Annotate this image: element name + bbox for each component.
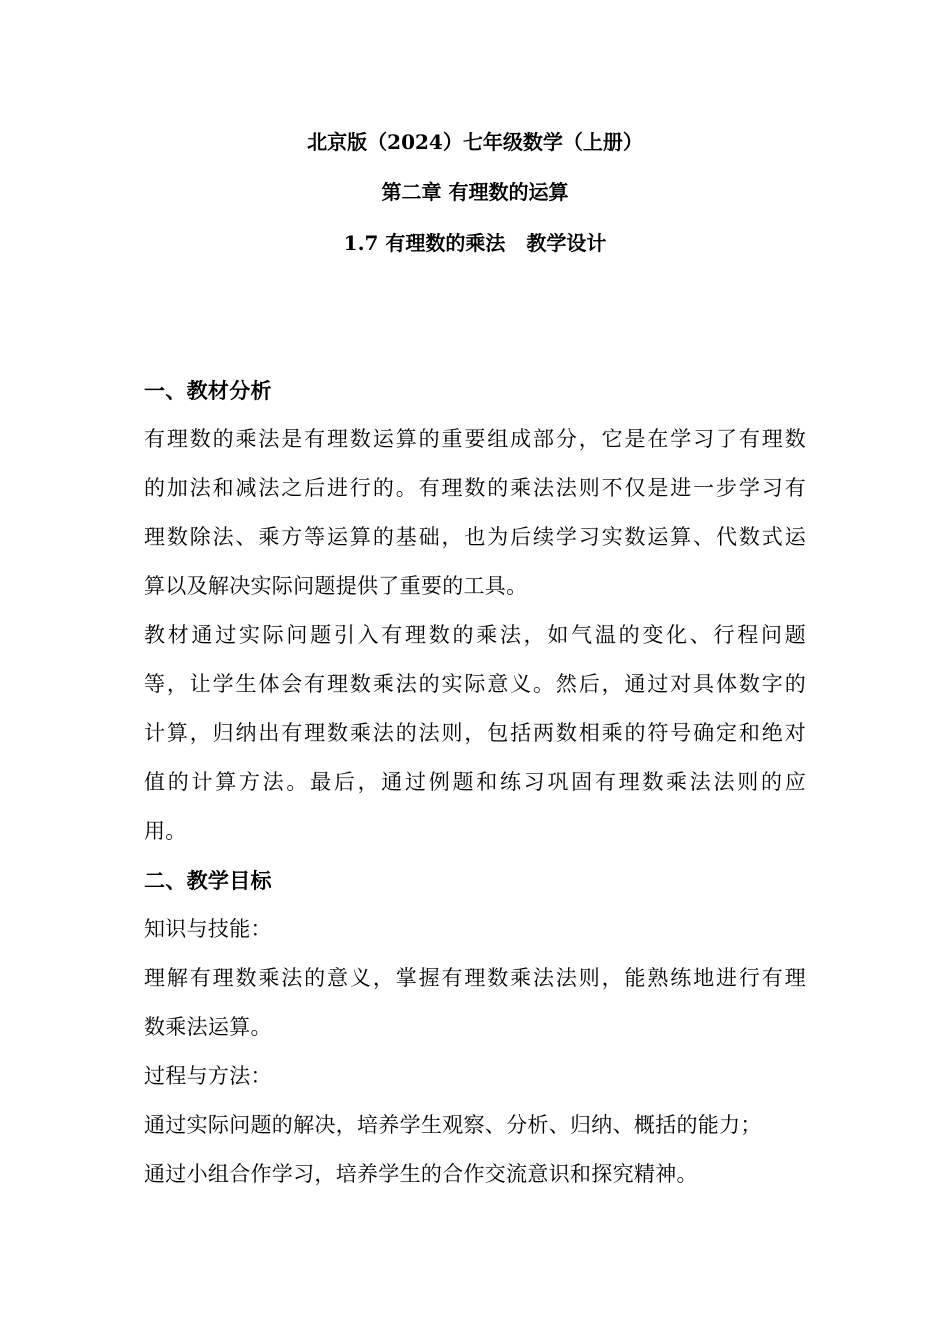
paragraph-line: 通过小组合作学习，培养学生的合作交流意识和探究精神。	[144, 1162, 698, 1186]
paragraph-line: 理数除法、乘方等运算的基础，也为后续学习实数运算、代数式运	[144, 525, 806, 549]
section-heading-textbook-analysis: 一、教材分析	[144, 378, 272, 403]
chapter-title: 第二章 有理数的运算	[381, 180, 569, 204]
paragraph-textbook-analysis-2	[144, 611, 806, 856]
knowledge-skills-label: 知识与技能：	[144, 917, 272, 941]
paragraph-textbook-analysis-1	[144, 415, 806, 611]
paragraph-line: 的加法和减法之后进行的。有理数的乘法法则不仅是进一步学习有	[144, 476, 806, 500]
paragraph-line: 等，让学生体会有理数乘法的实际意义。然后，通过对具体数字的	[144, 672, 806, 696]
paragraph-line: 数乘法运算。	[144, 1015, 272, 1039]
lesson-title: 1.7 有理数的乘法 教学设计	[343, 231, 607, 255]
document-title: 北京版（2024）七年级数学（上册）	[307, 130, 643, 154]
paragraph-line: 算以及解决实际问题提供了重要的工具。	[144, 574, 528, 598]
section-heading-teaching-goals: 二、教学目标	[144, 868, 272, 893]
paragraph-line: 理解有理数乘法的意义，掌握有理数乘法法则，能熟练地进行有理	[144, 966, 806, 990]
paragraph-line: 用。	[144, 819, 187, 843]
paragraph-process-methods	[144, 1101, 806, 1199]
paragraph-line: 值的计算方法。最后，通过例题和练习巩固有理数乘法法则的应	[144, 770, 806, 794]
paragraph-line: 教材通过实际问题引入有理数的乘法，如气温的变化、行程问题	[144, 623, 806, 647]
document-body	[144, 366, 806, 1199]
paragraph-line: 计算，归纳出有理数乘法的法则，包括两数相乘的符号确定和绝对	[144, 721, 806, 745]
paragraph-knowledge-skills	[144, 954, 806, 1052]
paragraph-line: 有理数的乘法是有理数运算的重要组成部分，它是在学习了有理数	[144, 427, 806, 451]
process-methods-label: 过程与方法：	[144, 1064, 272, 1088]
paragraph-line: 通过实际问题的解决，培养学生观察、分析、归纳、概括的能力；	[144, 1113, 762, 1137]
